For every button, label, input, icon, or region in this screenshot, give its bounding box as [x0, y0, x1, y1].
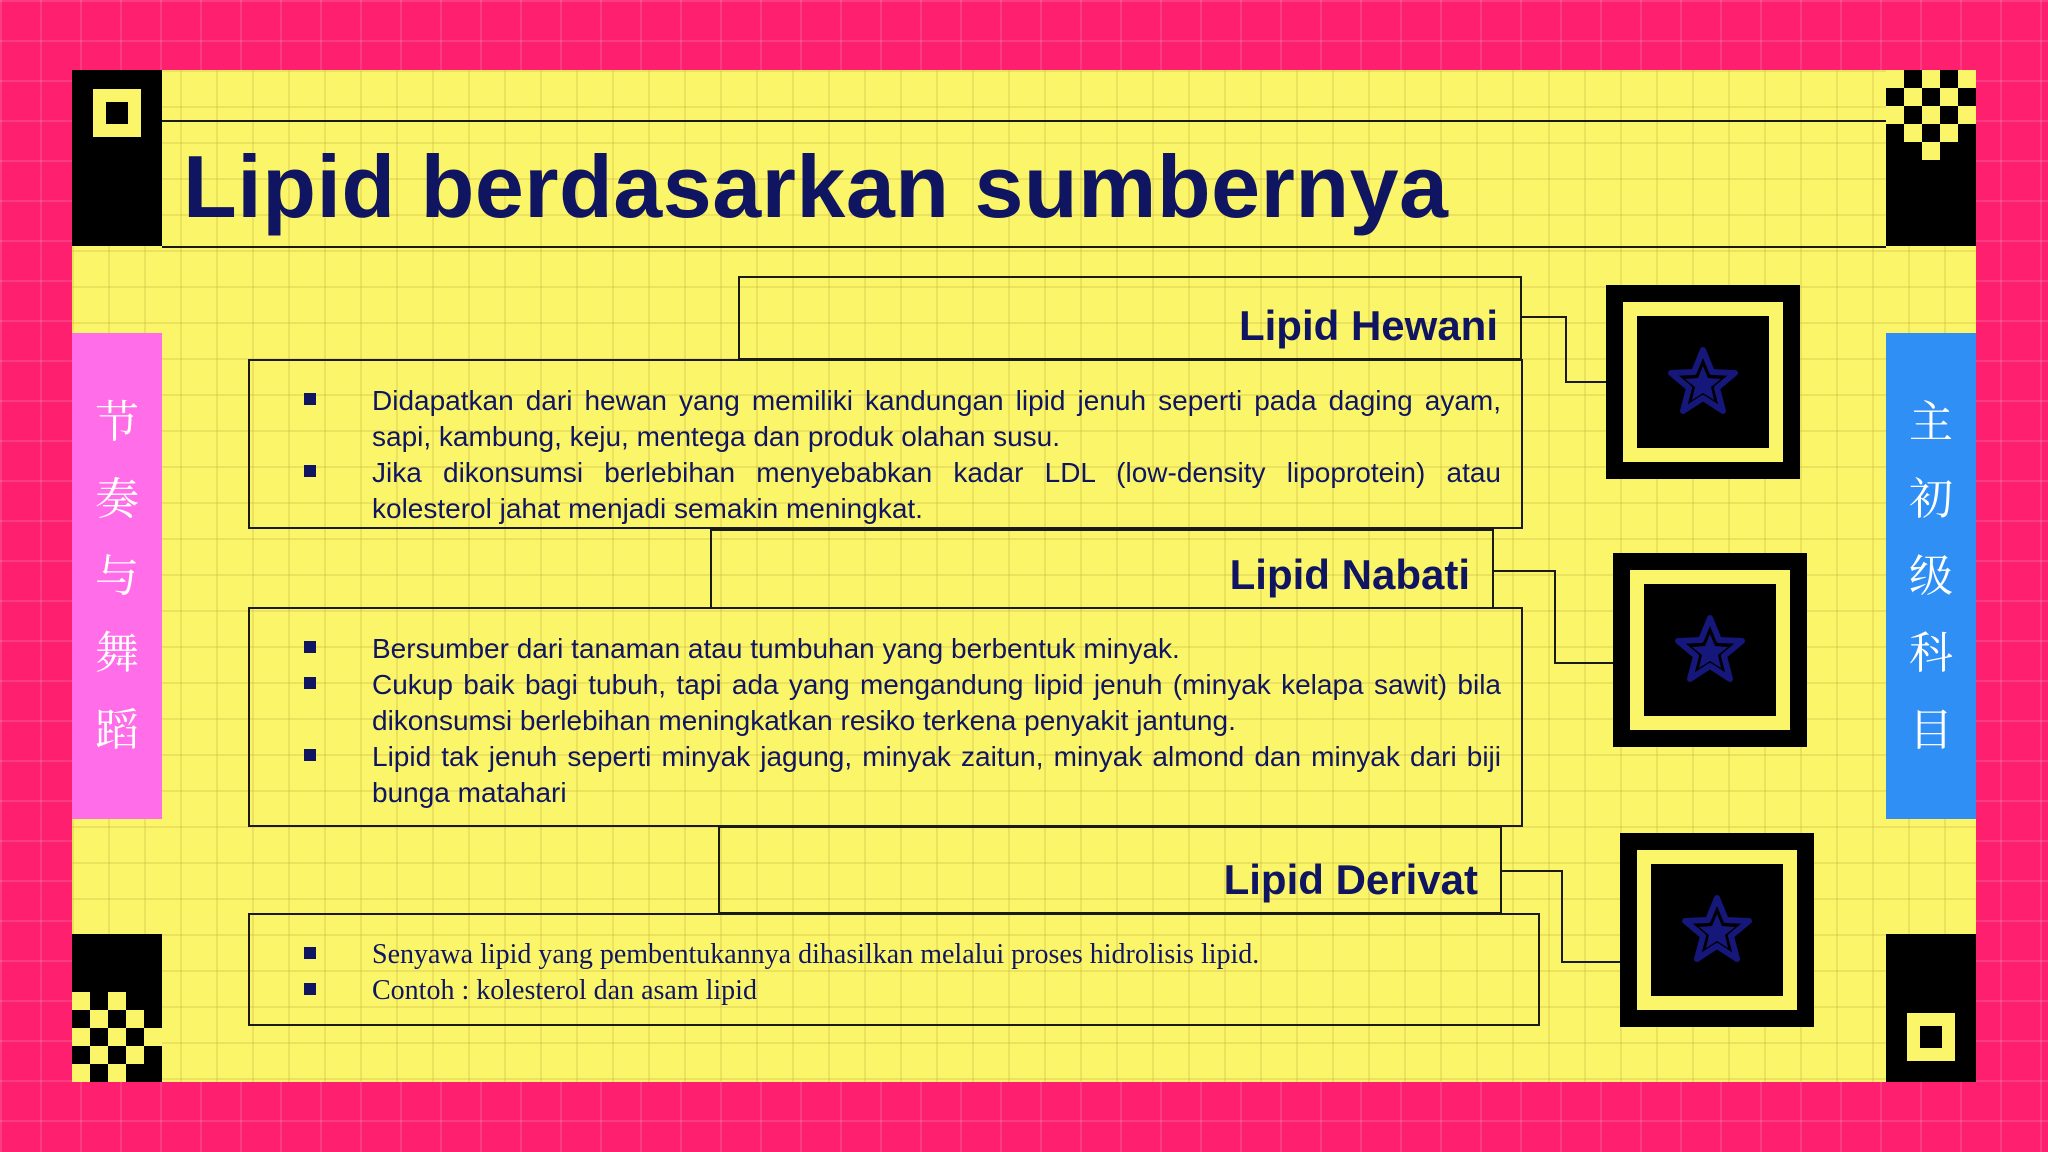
section-heading-hewani: Lipid Hewani [738, 276, 1522, 360]
icon-frame-derivat [1620, 833, 1814, 1027]
section-content-derivat [248, 913, 1540, 1026]
star-icon [1665, 344, 1741, 420]
section-heading-nabati: Lipid Nabati [710, 529, 1494, 609]
right-vertical-label [1886, 333, 1976, 819]
left-label-char: 与 [95, 550, 139, 602]
list-item: Bersumber dari tanaman atau tumbuhan yang berbentuk minyak. [250, 631, 1521, 667]
icon-frame-hewani [1606, 285, 1800, 479]
icon-frame-nabati [1613, 553, 1807, 747]
top-right-checker-pattern [1886, 70, 1976, 160]
list-item: Lipid tak jenuh seperti minyak jagung, minyak zaitun, minyak almond dan minyak dari biji bunga matahari [250, 739, 1521, 811]
bottom-left-checker-pattern [72, 992, 162, 1082]
list-item: Contoh : kolesterol dan asam lipid [250, 973, 1538, 1009]
list-item: Cukup baik bagi tubuh, tapi ada yang mengandung lipid jenuh (minyak kelapa sawit) bila dikonsumsi berlebihan meningkatkan resiko terkena penyakit jantung. [250, 667, 1521, 739]
left-label-char: 奏 [95, 473, 139, 525]
star-icon [1679, 892, 1755, 968]
right-label-char: 目 [1909, 704, 1953, 756]
right-label-char: 初 [1909, 473, 1953, 525]
section-heading-derivat: Lipid Derivat [718, 826, 1502, 914]
title-bottom-rule [162, 246, 1886, 248]
left-label-char: 舞 [95, 627, 139, 679]
section-content-hewani [248, 359, 1523, 529]
page-title: Lipid berdasarkan sumbernya [183, 137, 1449, 236]
list-item: Didapatkan dari hewan yang memiliki kandungan lipid jenuh seperti pada daging ayam, sapi, kambung, keju, mentega dan produk olahan susu. [250, 383, 1521, 455]
right-label-char: 主 [1909, 396, 1953, 448]
right-label-char: 科 [1909, 627, 1953, 679]
star-icon [1672, 612, 1748, 688]
left-label-char: 蹈 [95, 704, 139, 756]
left-label-char: 节 [95, 396, 139, 448]
list-item: Senyawa lipid yang pembentukannya dihasilkan melalui proses hidrolisis lipid. [250, 937, 1538, 973]
list-item: Jika dikonsumsi berlebihan menyebabkan kadar LDL (low-density lipoprotein) atau kolesterol jahat menjadi semakin meningkat. [250, 455, 1521, 527]
left-vertical-label [72, 333, 162, 819]
right-label-char: 级 [1909, 550, 1953, 602]
title-top-rule [162, 120, 1886, 122]
section-content-nabati [248, 607, 1523, 827]
